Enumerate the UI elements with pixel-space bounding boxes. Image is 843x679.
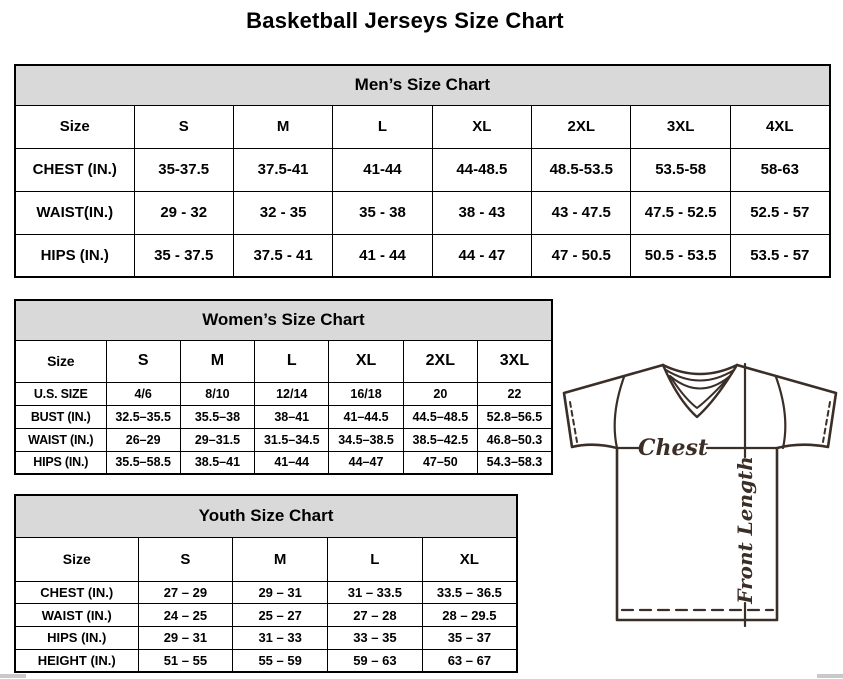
mens-size-table xyxy=(14,64,831,278)
mens-waist-row xyxy=(15,191,830,234)
cell: 35 - 38 xyxy=(333,191,432,234)
womens-table-title: Women’s Size Chart xyxy=(15,300,552,340)
row-label: WAIST (IN.) xyxy=(15,604,138,627)
cell: 24 – 25 xyxy=(138,604,233,627)
womens-ussize-row xyxy=(15,382,552,405)
cell: 34.5–38.5 xyxy=(329,428,403,451)
cell: 31 – 33 xyxy=(233,626,328,649)
row-label: HIPS (IN.) xyxy=(15,626,138,649)
cell: 44–47 xyxy=(329,451,403,474)
cell: 8/10 xyxy=(180,382,254,405)
youth-waist-row xyxy=(15,604,517,627)
cell: 38.5–42.5 xyxy=(403,428,477,451)
womens-hips-row xyxy=(15,451,552,474)
cell: 26–29 xyxy=(106,428,180,451)
jersey-armhole-left xyxy=(615,377,624,448)
cell: 32 - 35 xyxy=(233,191,332,234)
mens-chest-row xyxy=(15,148,830,191)
cell: 55 – 59 xyxy=(233,649,328,672)
cell: 37.5 - 41 xyxy=(233,234,332,277)
cell: 20 xyxy=(403,382,477,405)
youth-col-m: M xyxy=(233,537,328,581)
mens-col-s: S xyxy=(134,105,233,148)
youth-hips-row xyxy=(15,626,517,649)
womens-bust-row xyxy=(15,405,552,428)
womens-col-s: S xyxy=(106,340,180,382)
youth-table-title: Youth Size Chart xyxy=(15,495,517,537)
row-label: CHEST (IN.) xyxy=(15,148,134,191)
cell: 32.5–35.5 xyxy=(106,405,180,428)
row-label: HIPS (IN.) xyxy=(15,451,106,474)
mens-col-2xl: 2XL xyxy=(532,105,631,148)
cell: 41–44 xyxy=(255,451,329,474)
cell: 27 – 29 xyxy=(138,581,233,604)
youth-size-label: Size xyxy=(15,537,138,581)
mens-col-xl: XL xyxy=(432,105,531,148)
womens-col-xl: XL xyxy=(329,340,403,382)
cell: 35.5–38 xyxy=(180,405,254,428)
jersey-collar-back xyxy=(663,365,737,374)
cell: 58-63 xyxy=(730,148,829,191)
cell: 29 – 31 xyxy=(233,581,328,604)
cell: 16/18 xyxy=(329,382,403,405)
cell: 31.5–34.5 xyxy=(255,428,329,451)
jersey-collar-back2 xyxy=(666,370,734,381)
cell: 12/14 xyxy=(255,382,329,405)
youth-chest-row xyxy=(15,581,517,604)
row-label: HIPS (IN.) xyxy=(15,234,134,277)
row-label: WAIST (IN.) xyxy=(15,428,106,451)
cell: 41 - 44 xyxy=(333,234,432,277)
cell: 38–41 xyxy=(255,405,329,428)
jersey-armhole-right xyxy=(776,377,785,448)
cell: 35.5–58.5 xyxy=(106,451,180,474)
chest-label: Chest xyxy=(637,435,709,461)
front-length-label: Front Length xyxy=(733,456,757,604)
mens-col-4xl: 4XL xyxy=(730,105,829,148)
cell: 29–31.5 xyxy=(180,428,254,451)
cell: 50.5 - 53.5 xyxy=(631,234,730,277)
youth-col-xl: XL xyxy=(422,537,517,581)
cell: 22 xyxy=(477,382,551,405)
cell: 27 – 28 xyxy=(328,604,423,627)
cell: 52.5 - 57 xyxy=(730,191,829,234)
cell: 63 – 67 xyxy=(422,649,517,672)
cell: 33 – 35 xyxy=(328,626,423,649)
cell: 47 - 50.5 xyxy=(532,234,631,277)
horizontal-scrollbar-fragment-right[interactable] xyxy=(817,674,843,678)
cell: 38.5–41 xyxy=(180,451,254,474)
cell: 37.5-41 xyxy=(233,148,332,191)
cell: 59 – 63 xyxy=(328,649,423,672)
cell: 43 - 47.5 xyxy=(532,191,631,234)
cell: 29 – 31 xyxy=(138,626,233,649)
page-title: Basketball Jerseys Size Chart xyxy=(246,8,564,33)
row-label: CHEST (IN.) xyxy=(15,581,138,604)
cell: 53.5 - 57 xyxy=(730,234,829,277)
youth-height-row xyxy=(15,649,517,672)
womens-size-table xyxy=(14,299,553,475)
mens-col-l: L xyxy=(333,105,432,148)
cell: 46.8–50.3 xyxy=(477,428,551,451)
cell: 44.5–48.5 xyxy=(403,405,477,428)
womens-col-2xl: 2XL xyxy=(403,340,477,382)
cell: 51 – 55 xyxy=(138,649,233,672)
cell: 41-44 xyxy=(333,148,432,191)
jersey-outline xyxy=(564,365,836,620)
cell: 54.3–58.3 xyxy=(477,451,551,474)
cell: 35 – 37 xyxy=(422,626,517,649)
cell: 53.5-58 xyxy=(631,148,730,191)
row-label: HEIGHT (IN.) xyxy=(15,649,138,672)
cell: 52.8–56.5 xyxy=(477,405,551,428)
cell: 48.5-53.5 xyxy=(532,148,631,191)
youth-col-s: S xyxy=(138,537,233,581)
cell: 25 – 27 xyxy=(233,604,328,627)
mens-header-row xyxy=(15,105,830,148)
womens-col-m: M xyxy=(180,340,254,382)
cell: 31 – 33.5 xyxy=(328,581,423,604)
womens-col-3xl: 3XL xyxy=(477,340,551,382)
row-label: BUST (IN.) xyxy=(15,405,106,428)
cell: 35 - 37.5 xyxy=(134,234,233,277)
womens-waist-row xyxy=(15,428,552,451)
row-label: WAIST(IN.) xyxy=(15,191,134,234)
row-label: U.S. SIZE xyxy=(15,382,106,405)
cell: 41–44.5 xyxy=(329,405,403,428)
cell: 44-48.5 xyxy=(432,148,531,191)
jersey-measurement-diagram xyxy=(558,358,843,668)
youth-header-row xyxy=(15,537,517,581)
womens-size-label: Size xyxy=(15,340,106,382)
mens-table-title: Men’s Size Chart xyxy=(15,65,830,105)
mens-col-m: M xyxy=(233,105,332,148)
cell: 38 - 43 xyxy=(432,191,531,234)
womens-header-row xyxy=(15,340,552,382)
cell: 28 – 29.5 xyxy=(422,604,517,627)
mens-size-label: Size xyxy=(15,105,134,148)
youth-col-l: L xyxy=(328,537,423,581)
cell: 4/6 xyxy=(106,382,180,405)
mens-hips-row xyxy=(15,234,830,277)
youth-size-table xyxy=(14,494,518,673)
cell: 47–50 xyxy=(403,451,477,474)
cell: 35-37.5 xyxy=(134,148,233,191)
cell: 33.5 – 36.5 xyxy=(422,581,517,604)
cell: 29 - 32 xyxy=(134,191,233,234)
womens-col-l: L xyxy=(255,340,329,382)
cell: 47.5 - 52.5 xyxy=(631,191,730,234)
cell: 44 - 47 xyxy=(432,234,531,277)
horizontal-scrollbar-fragment-left[interactable] xyxy=(0,674,26,678)
mens-col-3xl: 3XL xyxy=(631,105,730,148)
